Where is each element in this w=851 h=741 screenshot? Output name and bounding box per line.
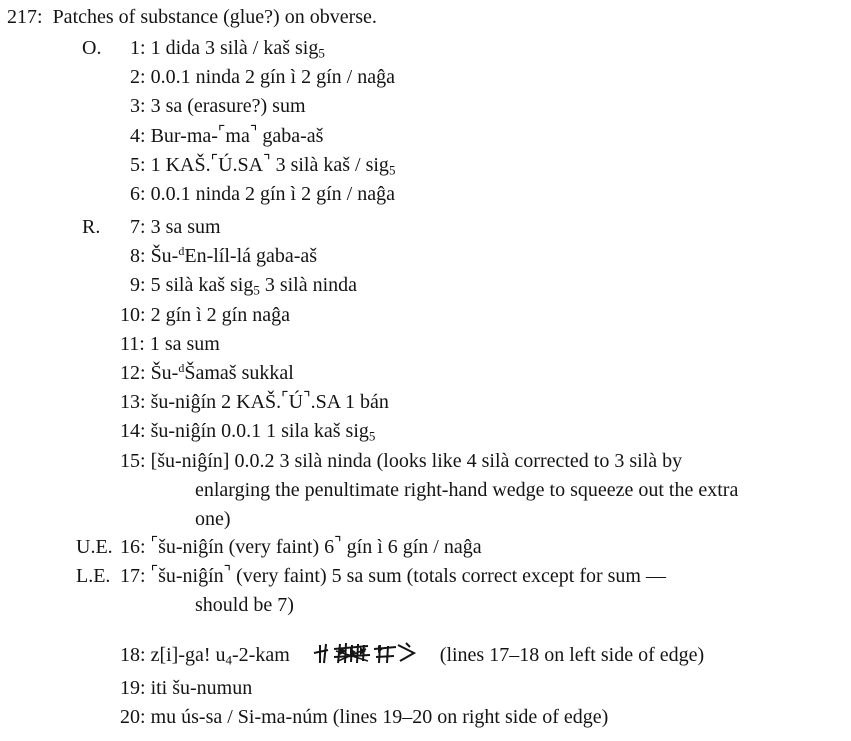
line-4: 4: Bur-ma-⌜ma⌝ gaba-aš	[130, 124, 324, 147]
line-number: 8:	[130, 245, 146, 267]
entry-number: 217:	[7, 6, 43, 28]
half-bracket-open: ⌜	[210, 153, 219, 171]
half-bracket-open: ⌜	[217, 124, 226, 142]
line-1: 1: 1 dida 3 silà / kaš sig$_5$	[130, 37, 325, 61]
line-number: 11:	[120, 333, 145, 355]
line-number: 12:	[120, 362, 146, 384]
section-lower-edge: L.E.	[76, 565, 111, 587]
line-number: 7:	[130, 216, 146, 238]
line-14: 14: šu-niĝín 0.0.1 1 sila kaš sig$_5$	[120, 420, 376, 444]
line-15-continuation: one)	[195, 508, 231, 530]
line-number: 14:	[120, 420, 146, 442]
line-16: 16: ⌜šu-niĝín (very faint) 6⌝ gín ì 6 gín / naĝa	[120, 535, 482, 558]
half-bracket-close: ⌝	[303, 390, 311, 408]
line-7: 7: 3 sa sum	[130, 216, 221, 238]
half-bracket-close: ⌝	[249, 124, 258, 142]
line-number: 5:	[130, 154, 146, 176]
half-bracket-open: ⌜	[281, 390, 289, 408]
line-number: 9:	[130, 274, 146, 296]
half-bracket-open: ⌜	[150, 564, 159, 582]
section-upper-edge: U.E.	[76, 536, 113, 558]
entry-header	[7, 7, 377, 27]
line-17-continuation: should be 7)	[195, 594, 294, 616]
line-19: 19: iti šu-numun	[120, 677, 253, 699]
line-13: 13: šu-niĝín 2 KAŠ.⌜Ú⌝.SA 1 bán	[120, 390, 389, 413]
half-bracket-close: ⌝	[334, 535, 342, 553]
line-9: 9: 5 silà kaš sig$_5$ 3 silà ninda	[130, 274, 358, 298]
line-10: 10: 2 gín ì 2 gín naĝa	[120, 304, 290, 326]
line-17: 17: ⌜šu-niĝín⌝ (very faint) 5 sa sum (totals correct except for sum —	[120, 564, 666, 587]
line-6: 6: 0.0.1 ninda 2 gín ì 2 gín / naĝa	[130, 183, 395, 205]
line-number: 3:	[130, 95, 146, 117]
line-number: 17:	[120, 565, 146, 587]
section-reverse: R.	[82, 216, 101, 238]
line-number: 2:	[130, 66, 146, 88]
line-number: 13:	[120, 391, 146, 413]
line-12: 12: Šu-$^d$Šamaš sukkal	[120, 360, 294, 384]
line-number: 19:	[120, 677, 146, 699]
line-number: 4:	[130, 125, 146, 147]
line-11: 11: 1 sa sum	[120, 333, 220, 355]
line-3: 3: 3 sa (erasure?) sum	[130, 95, 306, 117]
line-18: 18: z[i]-ga! $u_4-2$-kam (lines 17–18 on left side of edge)	[120, 639, 704, 671]
line-number: 20:	[120, 706, 146, 728]
section-obverse: O.	[82, 37, 102, 59]
line-number: 1:	[130, 37, 146, 59]
half-bracket-close: ⌝	[223, 564, 232, 582]
entry-note: Patches of substance (glue?) on obverse.	[52, 6, 377, 28]
line-number: 16:	[120, 536, 146, 558]
half-bracket-open: ⌜	[150, 535, 159, 553]
line-number: 10:	[120, 304, 146, 326]
line-number: 15:	[120, 450, 146, 472]
line-15-continuation: enlarging the penultimate right-hand wedge to squeeze out the extra	[195, 479, 739, 501]
line-20: 20: mu ús-sa / Si-ma-núm (lines 19–20 on right side of edge)	[120, 706, 609, 728]
line-number: 18:	[120, 644, 146, 666]
line-15: 15: [šu-niĝín] 0.0.2 3 silà ninda (looks like 4 silà corrected to 3 silà by	[120, 450, 683, 472]
line-number: 6:	[130, 183, 146, 205]
line-5: 5: 1 KAŠ.⌜Ú.SA⌝ 3 silà kaš / sig$_5$	[130, 153, 396, 178]
line-2: 2: 0.0.1 ninda 2 gín ì 2 gín / naĝa	[130, 66, 395, 88]
line-8: 8: Šu-$^d$En-líl-lá gaba-aš	[130, 243, 318, 267]
cuneiform-sign-drawing	[310, 639, 418, 671]
half-bracket-close: ⌝	[263, 153, 271, 171]
